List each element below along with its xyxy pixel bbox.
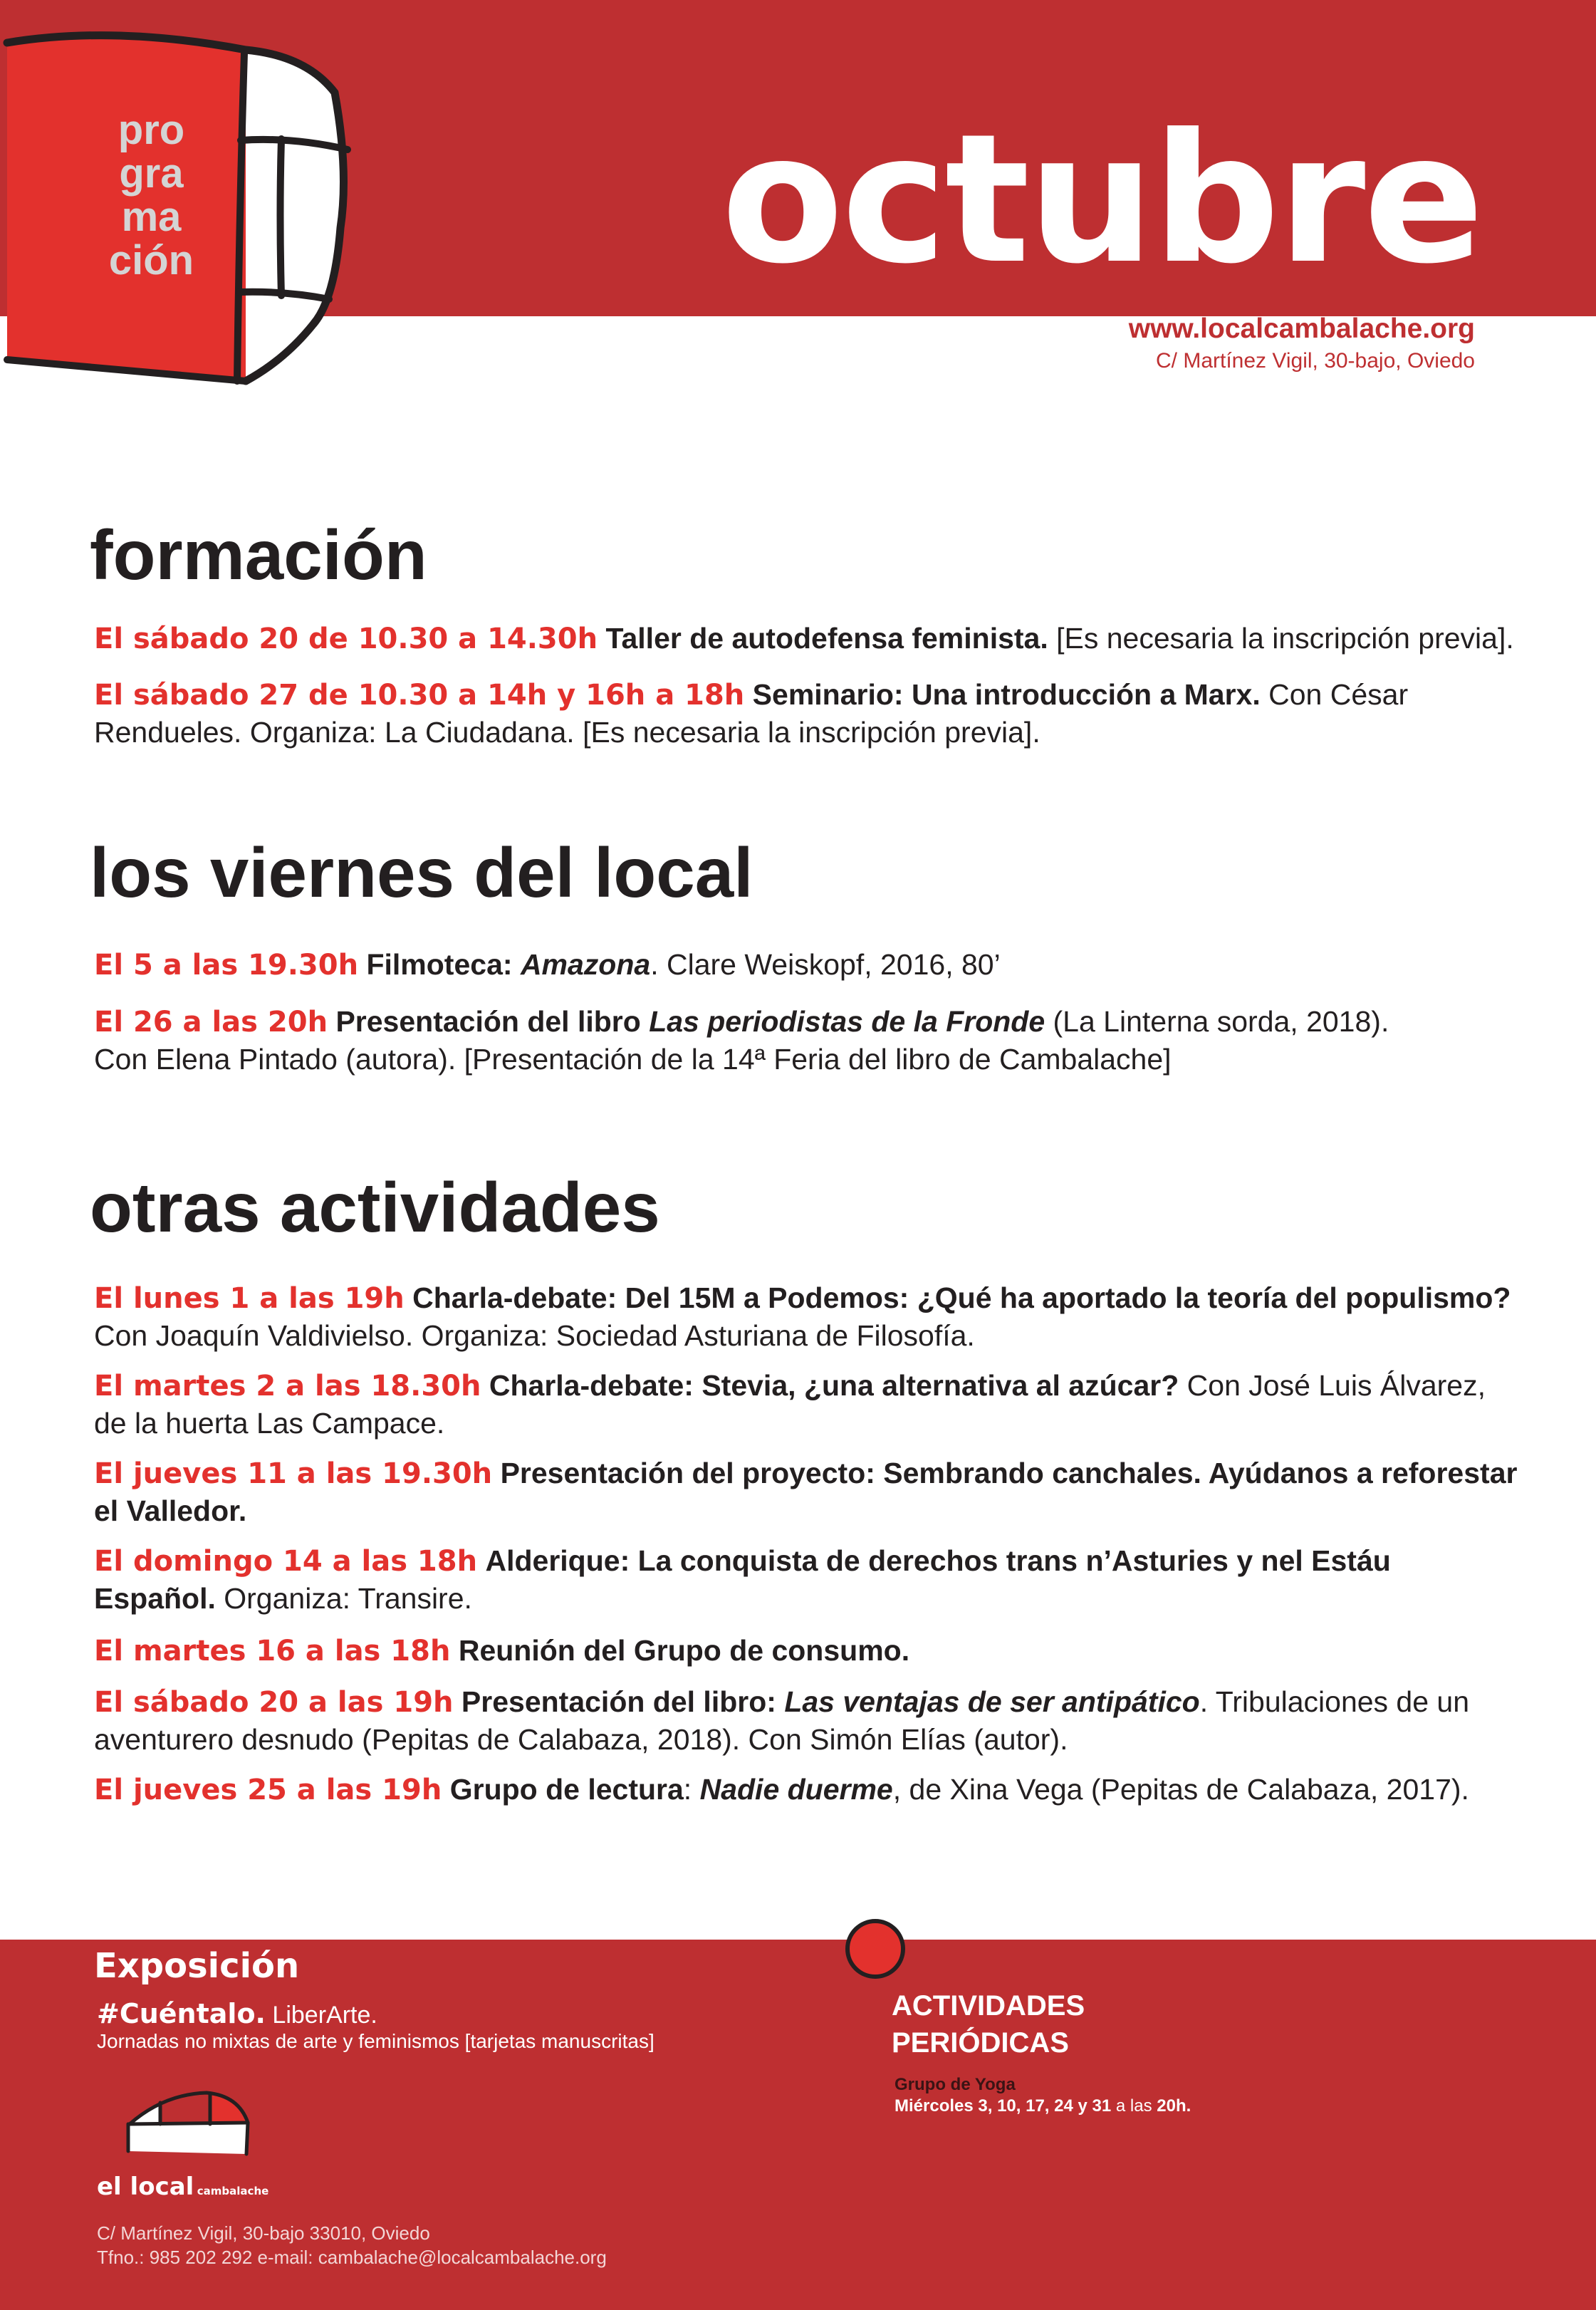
exposicion-hashtag: #Cuéntalo. xyxy=(97,1998,266,2029)
yoga-connector: a las xyxy=(1111,2096,1157,2116)
event-details: . Tribulaciones de un aventurero desnudo (Pepitas de Calabaza, 2018). Con Simón Elías (autor). xyxy=(94,1685,1470,1756)
event-entry xyxy=(94,676,1518,751)
section-heading-otras: otras actividades xyxy=(90,1168,660,1247)
event-date: El domingo 14 a las 18h xyxy=(94,1545,478,1578)
event-date: El martes 16 a las 18h xyxy=(94,1635,451,1668)
event-date: El lunes 1 a las 19h xyxy=(94,1282,405,1315)
red-circle-icon xyxy=(845,1919,905,1979)
event-date: El jueves 11 a las 19.30h xyxy=(94,1457,493,1490)
footer-logo-icon xyxy=(121,2080,256,2173)
event-entry xyxy=(94,1455,1518,1529)
programacion-word xyxy=(107,108,196,282)
event-entry xyxy=(94,1003,1518,1078)
event-date: El jueves 25 a las 19h xyxy=(94,1774,442,1806)
event-title: Presentación del libro: xyxy=(461,1685,776,1718)
exposicion-heading: Exposición xyxy=(94,1946,300,1986)
event-details: Con Joaquín Valdivielso. Organiza: Sociedad Asturiana de Filosofía. xyxy=(94,1319,975,1352)
event-title: Filmoteca: xyxy=(366,948,513,981)
event-entry xyxy=(94,1542,1518,1617)
yoga-time: 20h. xyxy=(1157,2096,1191,2116)
page-title: octubre xyxy=(721,95,1482,303)
event-entry xyxy=(94,1367,1518,1442)
event-details: [Es necesaria la inscripción previa]. xyxy=(1048,622,1514,655)
event-details: (La Linterna sorda, 2018). xyxy=(1045,1005,1389,1038)
event-date: El sábado 20 a las 19h xyxy=(94,1686,454,1719)
footer-logo-text-small: cambalache xyxy=(197,2185,269,2197)
event-title: Presentación del libro xyxy=(335,1005,641,1038)
event-details: Con Elena Pintado (autora). [Presentación de la 14ª Feria del libro de Cambalache] xyxy=(94,1043,1172,1076)
event-title: Taller de autodefensa feminista. xyxy=(605,622,1048,655)
footer-address xyxy=(97,2221,607,2269)
event-entry xyxy=(94,1771,1518,1809)
exposicion-subtitle: Jornadas no mixtas de arte y feminismos [tarjetas manuscritas] xyxy=(97,2030,654,2052)
event-details: Con José Luis Álvarez, de la huerta Las Campace. xyxy=(94,1369,1486,1440)
programacion-syllable: gra xyxy=(119,150,184,197)
event-work-title: Las ventajas de ser antipático xyxy=(784,1685,1200,1718)
section-heading-viernes: los viernes del local xyxy=(90,833,753,912)
yoga-days: Miércoles 3, 10, 17, 24 y 31 xyxy=(895,2096,1112,2116)
periodic-heading-line: ACTIVIDADES xyxy=(892,1990,1085,2022)
yoga-title: Grupo de Yoga xyxy=(895,2075,1016,2094)
event-details: . Clare Weiskopf, 2016, 80’ xyxy=(650,948,1001,981)
event-title: Reunión del Grupo de consumo. xyxy=(458,1634,910,1667)
website-link[interactable]: www.localcambalache.org xyxy=(1128,313,1475,344)
exposicion-title xyxy=(97,1998,377,2029)
event-title: Presentación del proyecto: Sembrando canchales. Ayúdanos a reforestar el Valledor. xyxy=(94,1457,1518,1527)
event-details: : xyxy=(683,1773,692,1806)
event-details: , de Xina Vega (Pepitas de Calabaza, 2017). xyxy=(892,1773,1469,1806)
exposicion-title-rest: LiberArte. xyxy=(265,2002,377,2029)
event-entry xyxy=(94,946,1518,984)
programacion-syllable: ma xyxy=(121,194,182,240)
event-details: Con César Rendueles. Organiza: La Ciudadana xyxy=(94,678,1409,749)
yoga-schedule xyxy=(895,2096,1191,2117)
header-address: C/ Martínez Vigil, 30-bajo, Oviedo xyxy=(1156,349,1475,373)
event-details: Organiza: Transire. xyxy=(215,1582,472,1615)
event-title: Charla-debate: Stevia, ¿una alternativa al azúcar? xyxy=(489,1369,1179,1402)
event-title: Seminario: Una introducción a Marx. xyxy=(752,678,1261,711)
event-entry xyxy=(94,1632,1518,1670)
event-date: El 5 a las 19.30h xyxy=(94,949,359,982)
footer-logo-text xyxy=(97,2173,268,2201)
periodic-heading-line: PERIÓDICAS xyxy=(892,2027,1069,2059)
event-date: El martes 2 a las 18.30h xyxy=(94,1370,481,1403)
event-entry xyxy=(94,620,1518,657)
programacion-syllable: pro xyxy=(118,107,185,153)
event-entry xyxy=(94,1683,1518,1758)
programacion-syllable: ción xyxy=(108,237,194,283)
footer-address-line: C/ Martínez Vigil, 30-bajo 33010, Oviedo xyxy=(97,2222,430,2244)
event-details: . [Es necesaria la inscripción previa]. xyxy=(566,716,1040,749)
event-work-title: Nadie duerme xyxy=(699,1773,893,1806)
event-date: El sábado 20 de 10.30 a 14.30h xyxy=(94,623,598,655)
section-heading-formacion: formación xyxy=(90,516,427,594)
footer-logo-text-main: el local xyxy=(97,2173,194,2201)
yoga-activity xyxy=(895,2074,1191,2117)
event-work-title: Amazona xyxy=(520,948,651,981)
periodic-heading xyxy=(892,1987,1085,2061)
footer-contact-line: Tfno.: 985 202 292 e-mail: cambalache@localcambalache.org xyxy=(97,2247,607,2268)
event-entry xyxy=(94,1279,1518,1354)
event-date: El 26 a las 20h xyxy=(94,1006,328,1039)
event-work-title: Las periodistas de la Fronde xyxy=(649,1005,1045,1038)
event-title: Grupo de lectura xyxy=(449,1773,684,1806)
event-title: Charla-debate: Del 15M a Podemos: ¿Qué ha aportado la teoría del populismo? xyxy=(412,1281,1511,1314)
event-date: El sábado 27 de 10.30 a 14h y 16h a 18h xyxy=(94,679,745,712)
event-title: Alderique: La conquista de derechos trans n’Asturies y nel Estáu Español. xyxy=(94,1544,1391,1615)
